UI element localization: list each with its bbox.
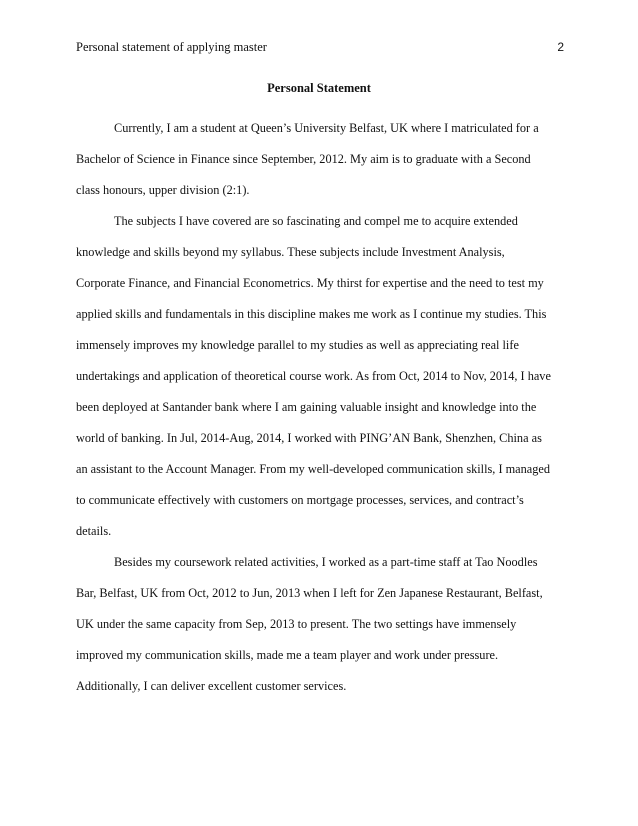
running-head-title: Personal statement of applying master (76, 40, 267, 54)
paragraph-line: The subjects I have covered are so fascinating and compel me to acquire extended (114, 214, 518, 228)
paragraph-line: been deployed at Santander bank where I am gaining valuable insight and knowledge into the (76, 400, 537, 414)
paragraph-line: UK under the same capacity from Sep, 2013 to present. The two settings have immensely (76, 617, 517, 631)
page-number: 2 (557, 40, 564, 54)
document-title: Personal Statement (267, 81, 371, 95)
paragraph-line: Corporate Finance, and Financial Econometrics. My thirst for expertise and the need to test my (76, 276, 544, 290)
paragraph-line: applied skills and fundamentals in this discipline makes me work as I continue my studies. This (76, 307, 547, 321)
paragraph-line: class honours, upper division (2:1). (76, 183, 250, 197)
paragraph-3 (76, 552, 566, 707)
paragraph-line: an assistant to the Account Manager. From my well-developed communication skills, I managed (76, 462, 551, 476)
paragraph-line: undertakings and application of theoretical course work. As from Oct, 2014 to Nov, 2014, I have (76, 369, 551, 383)
paragraph-line: Besides my coursework related activities, I worked as a part-time staff at Tao Noodles (114, 555, 538, 569)
paragraph-line: world of banking. In Jul, 2014-Aug, 2014, I worked with PING’AN Bank, Shenzhen, China as (76, 431, 542, 445)
paragraph-line: to communicate effectively with customers on mortgage processes, services, and contract’s (76, 493, 524, 507)
page-header (76, 37, 564, 57)
paragraph-line: knowledge and skills beyond my syllabus. These subjects include Investment Analysis, (76, 245, 505, 259)
paragraph-line: Bar, Belfast, UK from Oct, 2012 to Jun, 2013 when I left for Zen Japanese Restaurant, Belfast, (76, 586, 543, 600)
paragraph-2 (76, 211, 566, 552)
paragraph-line: Currently, I am a student at Queen’s University Belfast, UK where I matriculated for a (114, 121, 539, 135)
paragraph-line: immensely improves my knowledge parallel to my studies as well as appreciating real life (76, 338, 519, 352)
paragraph-1 (76, 118, 566, 211)
paragraph-line: Additionally, I can deliver excellent customer services. (76, 679, 347, 693)
document-body (76, 118, 566, 707)
paragraph-line: improved my communication skills, made me a team player and work under pressure. (76, 648, 499, 662)
paragraph-line: Bachelor of Science in Finance since September, 2012. My aim is to graduate with a Second (76, 152, 531, 166)
paragraph-line: details. (76, 524, 112, 538)
